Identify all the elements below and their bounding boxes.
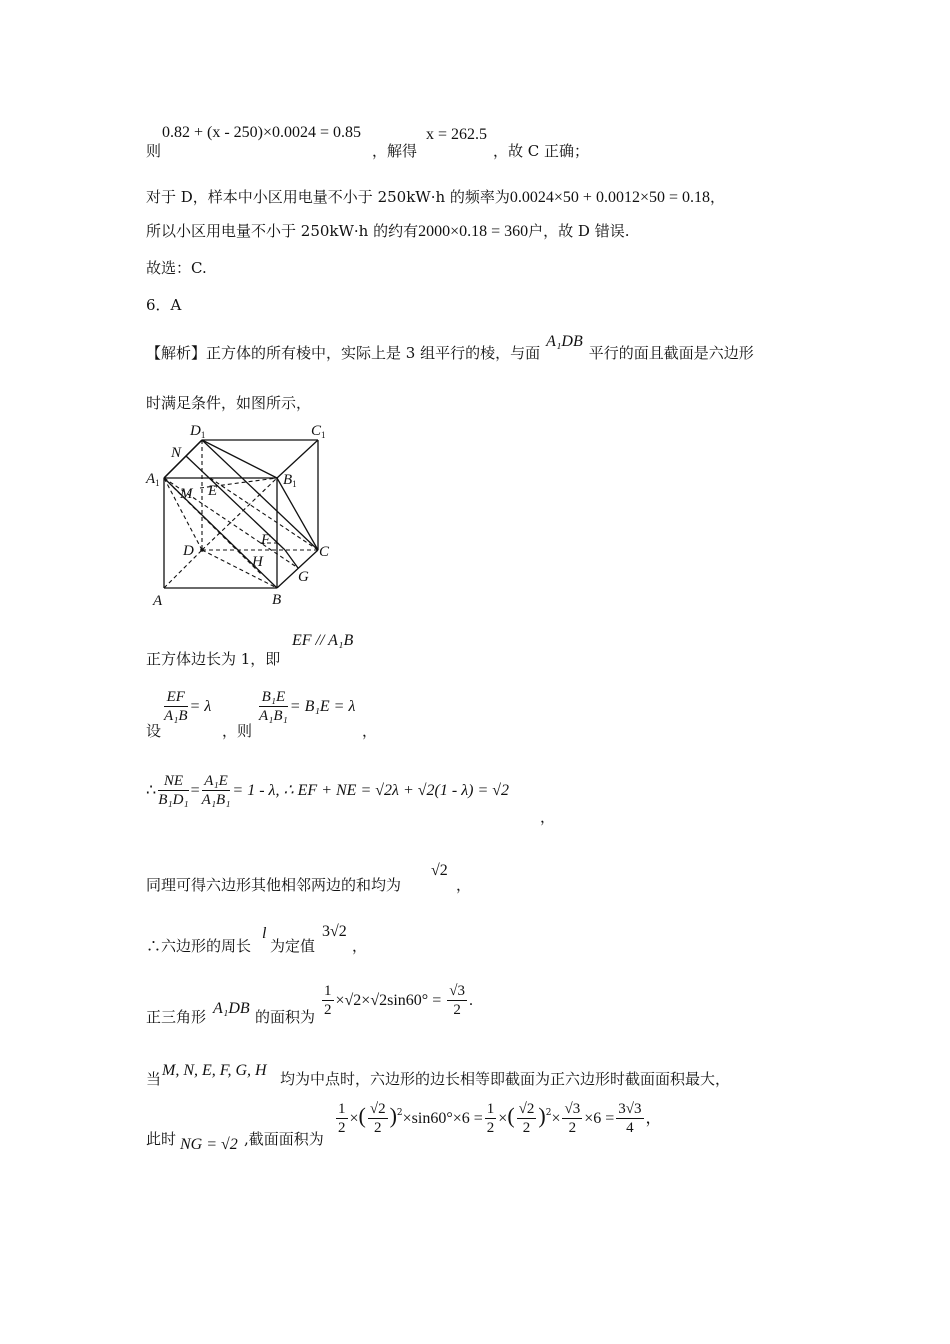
label-C: C — [319, 544, 330, 560]
ne-numerator: NE — [158, 772, 188, 791]
line3 — [146, 221, 630, 242]
r2-den-1: 2 — [373, 1120, 382, 1136]
frac2-tail: = B₁E = λ — [289, 698, 356, 715]
line6 — [146, 333, 754, 364]
s3-den: 2 — [568, 1120, 577, 1136]
ae-numerator: A₁E — [202, 772, 231, 791]
r2-den-2: 2 — [522, 1120, 531, 1136]
line1-result: x = 262.5 — [426, 126, 488, 143]
line2-text: 对于 D，样本中小区用电量不小于 250kW·h 的频率为 — [146, 188, 510, 206]
result-den: 4 — [626, 1120, 634, 1136]
line1-prefix: 则 — [146, 142, 162, 160]
half2-den: 2 — [486, 1120, 495, 1136]
line15-suffix: ， — [645, 1110, 662, 1127]
half1-num: 1 — [338, 1101, 346, 1117]
frac2-denominator: A₁B₁ — [259, 708, 288, 724]
line10-tail: = 1 - λ, ∴ EF + NE = √2λ + √2(1 - λ) = √2 — [232, 782, 510, 799]
area-result-denominator: 2 — [453, 1002, 461, 1018]
label-F: F — [261, 532, 271, 548]
ae-denominator: A₁B₁ — [201, 792, 231, 808]
line9-formula2 — [257, 688, 355, 725]
line10-formula: ∴ $\frac{NE}{\text{B₁D₁}}$ = $\frac{\text{A₁E}}{\text{A₁B₁}}$ = 1 - λ, ∴ EF + NE = √2λ + √2(1 - λ) = √2 — [146, 773, 510, 808]
part1: ×sin60°×6 = — [402, 1110, 483, 1127]
label-D: D — [183, 543, 194, 559]
frac1-tail: = λ — [189, 698, 212, 715]
line6-text: 【解析】正方体的所有棱中，实际上是 3 组平行的棱，与面 — [146, 344, 541, 362]
line15-mid: ,截面面积为 — [244, 1130, 324, 1148]
square-2: 2 — [545, 1108, 552, 1118]
line1-equation: 0.82 + (x - 250)×0.0024 = 0.85 — [162, 124, 362, 141]
line10-suffix: ， — [540, 808, 556, 826]
line11-suffix: ， — [456, 876, 472, 894]
area-result-numerator: √3 — [449, 983, 465, 999]
line14-prefix: 当 — [146, 1070, 162, 1088]
line11-eq: √2 — [431, 862, 448, 879]
line3-eq: 2000×0.18 = 360 — [418, 223, 529, 240]
line4: 故选：C. — [146, 259, 207, 277]
line2-suffix: ， — [710, 188, 726, 206]
line12-prefix: ∴六边形的周长 — [146, 937, 252, 955]
part2: ×6 = — [584, 1110, 615, 1127]
area-body: ×√2×√2sin60° — [335, 992, 429, 1009]
line9-mid: ，则 — [222, 722, 253, 740]
line3-text: 所以小区用电量不小于 250kW·h 的约有 — [146, 222, 419, 240]
line15-formula: $\frac{1}{2}$ ×( $\frac{√2}{2}$ )$^2$×sin60°×6 = $\frac{1}{2}$ ×( $\frac{√2}{2}$ )$^2$× $\frac{√3}{2}$ ×6 = $\frac{3√3}{4}$ ， — [338, 1101, 662, 1136]
label-B1: $B_1$ — [283, 472, 297, 489]
line14-text: 均为中点时，六边形的边长相等即截面为正六边形时截面面积最大， — [280, 1070, 731, 1088]
frac1-numerator: EF — [164, 688, 188, 707]
line9-formula1 — [162, 688, 211, 725]
line14-vars: M, N, E, F, G, H — [162, 1062, 267, 1079]
s3-num: √3 — [564, 1101, 581, 1117]
therefore-symbol: ∴ — [146, 782, 157, 799]
line9-suffix: ， — [362, 722, 378, 740]
line1-suffix: ，故 C 正确； — [493, 142, 590, 160]
line6-suffix: 平行的面且截面是六边形 — [588, 344, 754, 362]
line15-ng: NG = √2 — [180, 1136, 238, 1153]
line13-triangle: A₁DB — [213, 1000, 250, 1017]
label-N: N — [171, 445, 182, 461]
frac1-denominator: A₁B — [164, 708, 188, 724]
line13-mid: 的面积为 — [255, 1008, 316, 1026]
label-B: B — [272, 592, 282, 608]
line11-text: 同理可得六边形其他相邻两边的和均为 — [146, 876, 402, 894]
line13-suffix: . — [468, 992, 473, 1009]
line6-plane: A₁DB — [546, 333, 583, 350]
line12-var: l — [262, 925, 267, 942]
line7: 时满足条件，如图所示， — [146, 394, 312, 412]
label-H: H — [252, 554, 263, 570]
square-1: 2 — [396, 1108, 403, 1118]
label-M: M — [180, 486, 193, 502]
label-C1: $C_1$ — [311, 423, 326, 440]
r2-num-2: √2 — [518, 1101, 535, 1117]
line8-text: 正方体边长为 1，即 — [146, 650, 281, 668]
half2-num: 1 — [486, 1101, 495, 1117]
line2-eq: 0.0024×50 + 0.0012×50 = 0.18 — [509, 189, 710, 206]
label-A1: $A_1$ — [146, 471, 160, 488]
label-G: G — [298, 569, 309, 585]
result-num: 3√3 — [618, 1101, 642, 1117]
half1-den: 2 — [338, 1120, 346, 1136]
r2-num-1: √2 — [369, 1101, 386, 1117]
line8-eq: EF // A₁B — [292, 632, 354, 649]
line9-prefix: 设 — [146, 722, 162, 740]
line5: 6．A — [146, 296, 182, 314]
line3-suffix: 户，故 D 错误. — [528, 222, 630, 240]
label-D1: $D_1$ — [190, 423, 206, 440]
ne-denominator: B₁D₁ — [158, 792, 189, 808]
half-numerator: 1 — [324, 983, 332, 999]
line1-mid: ，解得 — [372, 142, 418, 160]
line2 — [146, 187, 725, 208]
label-A: A — [153, 593, 163, 609]
cube-figure — [140, 415, 340, 610]
half-denominator: 2 — [324, 1002, 332, 1018]
line13-prefix: 正三角形 — [146, 1008, 207, 1026]
frac2-numerator: B₁E — [259, 688, 288, 707]
line13-formula: $\frac{1}{2}$ ×√2×√2sin60° = $\frac{√3}{2}$ . — [324, 983, 473, 1018]
line12-suffix: ， — [352, 937, 368, 955]
line12-mid: 为定值 — [270, 937, 316, 955]
line12-eq: 3√2 — [322, 923, 347, 940]
label-E: E — [208, 483, 218, 499]
line15-prefix: 此时 — [146, 1130, 177, 1148]
